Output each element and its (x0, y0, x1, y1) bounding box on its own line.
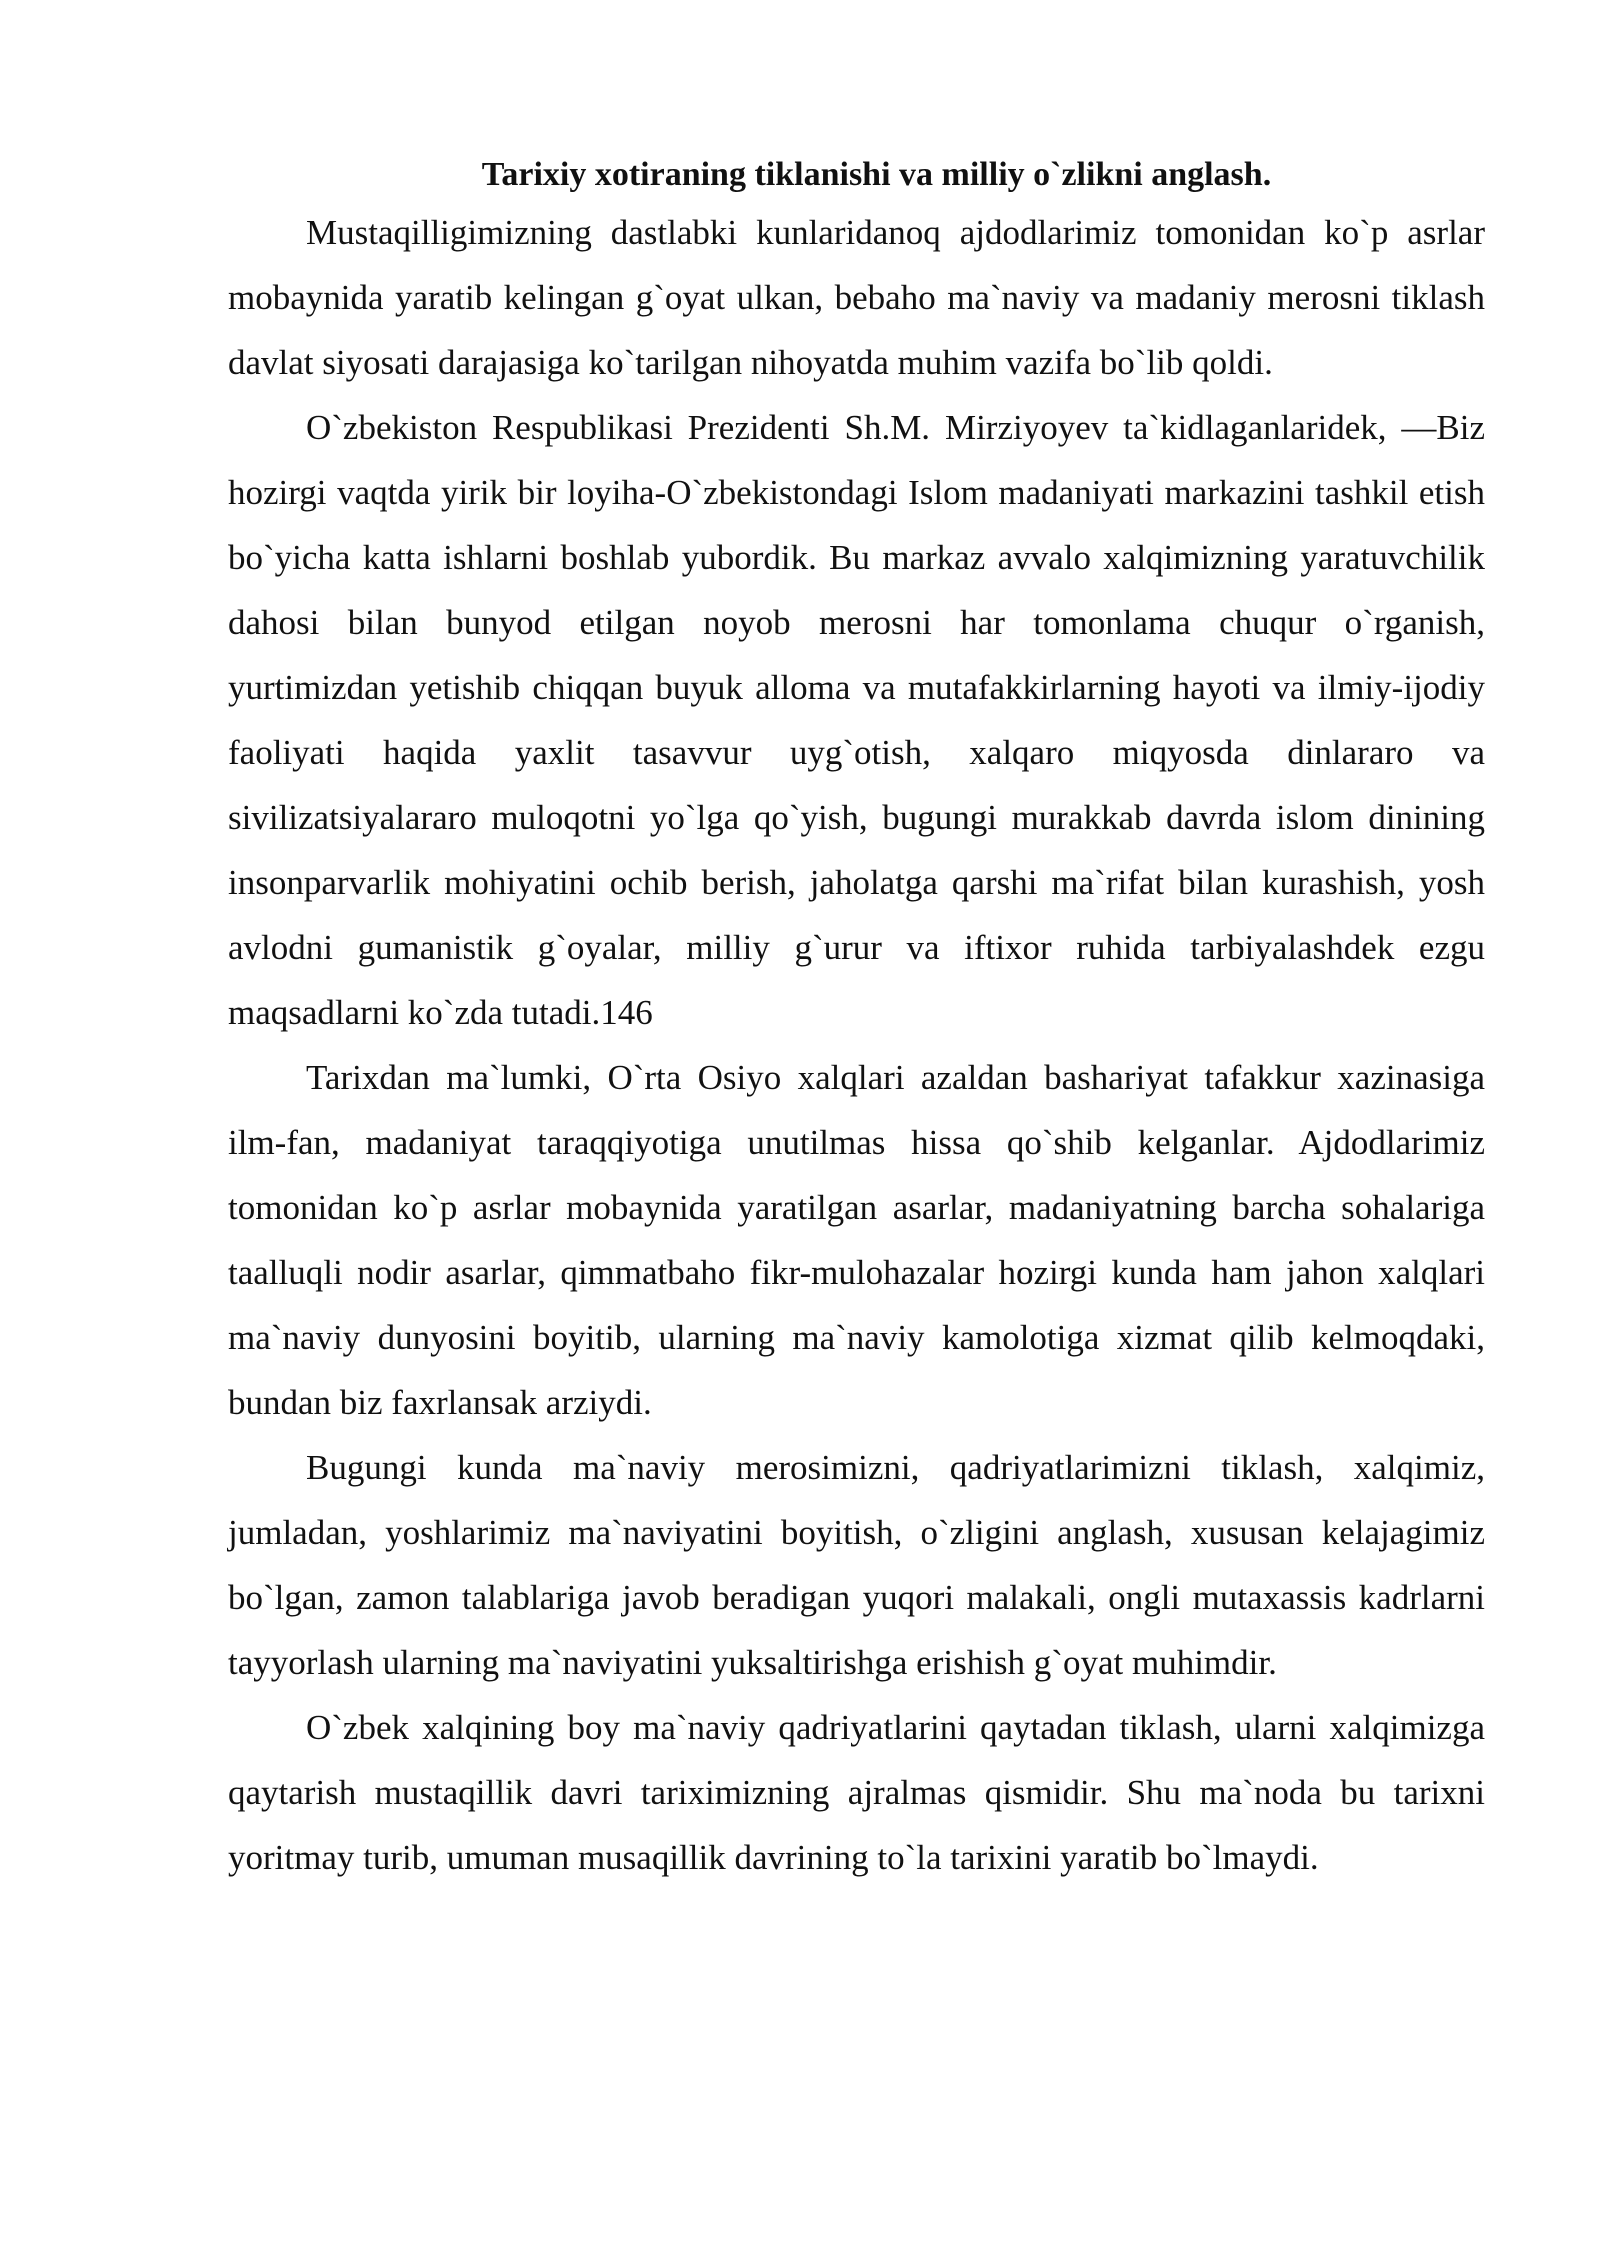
paragraph-3: Tarixdan ma`lumki, O`rta Osiyo xalqlari azaldan bashariyat tafakkur xazinasiga ilm-fan, madaniyat taraqqiyotiga unutilmas hissa qo`shib kelganlar. Ajdodlarimiz tomonidan ko`p asrlar mobaynida yaratilgan asarlar, madaniyatning barcha sohalariga taalluqli nodir asarlar, qimmatbaho fikr-mulohazalar hozirgi kunda ham jahon xalqlari ma`naviy dunyosini boyitib, ularning ma`naviy kamolotiga xizmat qilib kelmoqdaki, bundan biz faxrlansak arziydi. (228, 1058, 1485, 1422)
paragraph-1: Mustaqilligimizning dastlabki kunlaridanoq ajdodlarimiz tomonidan ko`p asrlar mobaynida yaratib kelingan g`oyat ulkan, bebaho ma`naviy va madaniy merosni tiklash davlat siyosati darajasiga ko`tarilgan nihoyatda muhim vazifa bo`lib qoldi. (228, 213, 1485, 382)
paragraph-5: O`zbek xalqining boy ma`naviy qadriyatlarini qaytadan tiklash, ularni xalqimizga qaytarish mustaqillik davri tariximizning ajralmas qismidir. Shu ma`noda bu tarixni yoritmay turib, umuman musaqillik davrining to`la tarixini yaratib bo`lmaydi. (228, 1708, 1485, 1877)
document-title: Tarixiy xotiraning tiklanishi va milliy o`zlikni anglash. (481, 156, 1272, 193)
document-body (228, 150, 1485, 1890)
paragraph-2: O`zbekiston Respublikasi Prezidenti Sh.M. Mirziyoyev ta`kidlaganlaridek, ―Biz hozirgi vaqtda yirik bir loyiha-O`zbekistondagi Islom madaniyati markazini tashkil etish bo`yicha katta ishlarni boshlab yubordik. Bu markaz avvalo xalqimizning yaratuvchilik dahosi bilan bunyod etilgan noyob merosni har tomonlama chuqur o`rganish, yurtimizdan yetishib chiqqan buyuk alloma va mutafakkirlarning hayoti va ilmiy-ijodiy faoliyati haqida yaxlit tasavvur uyg`otish, xalqaro miqyosda dinlararo va sivilizatsiyalararo muloqotni yo`lga qo`yish, bugungi murakkab davrda islom dinining insonparvarlik mohiyatini ochib berish, jaholatga qarshi ma`rifat bilan kurashish, yosh avlodni gumanistik g`oyalar, milliy g`urur va iftixor ruhida tarbiyalashdek ezgu maqsadlarni ko`zda tutadi.146 (228, 408, 1485, 1032)
paragraph-4: Bugungi kunda ma`naviy merosimizni, qadriyatlarimizni tiklash, xalqimiz, jumladan, yoshlarimiz ma`naviyatini boyitish, o`zligini anglash, xususan kelajagimiz bo`lgan, zamon talablariga javob beradigan yuqori malakali, ongli mutaxassis kadrlarni tayyorlash ularning ma`naviyatini yuksaltirishga erishish g`oyat muhimdir. (228, 1448, 1485, 1682)
